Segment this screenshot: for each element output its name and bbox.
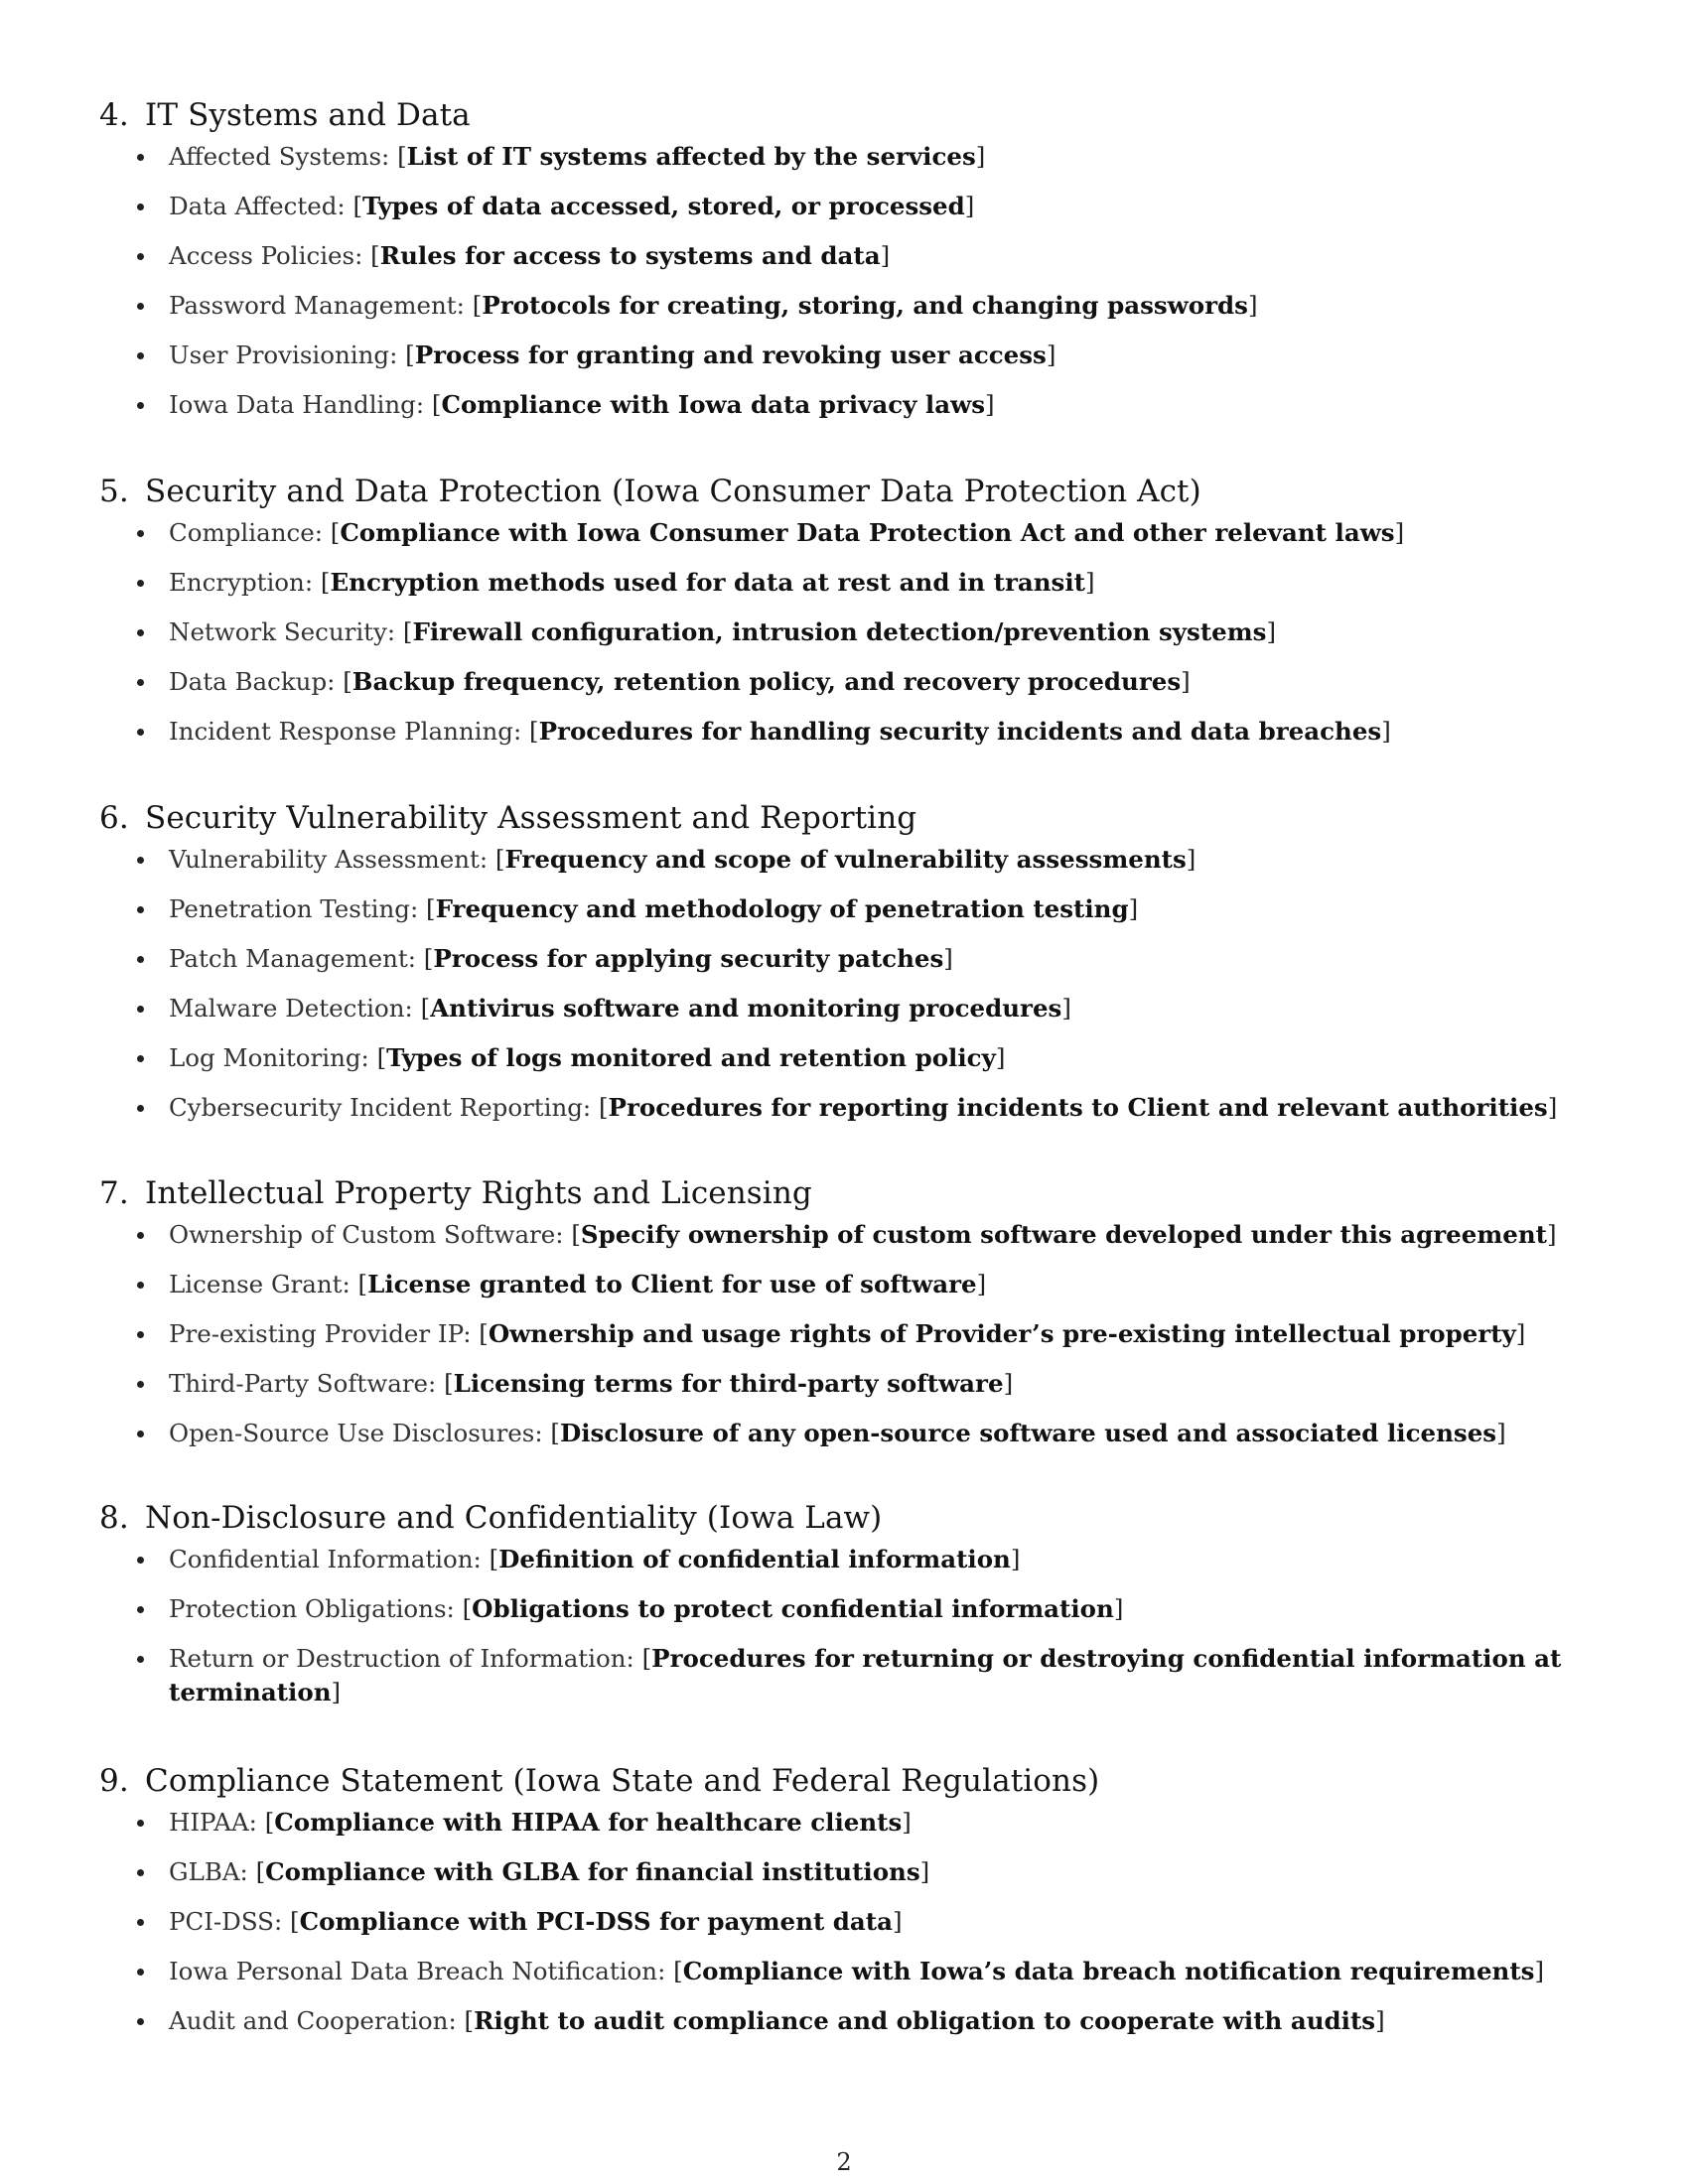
item-value: Obligations to protect confidential information <box>472 1594 1114 1623</box>
bullet-icon <box>137 530 144 537</box>
list-item: Open-Source Use Disclosures: [Disclosure of any open-source software used and associated licenses] <box>99 1417 1609 1450</box>
item-list <box>99 1543 1609 1709</box>
bullet-icon <box>137 1055 144 1062</box>
item-value: Compliance with Iowa’s data breach notification requirements <box>682 1957 1535 1985</box>
bullet-icon <box>137 2018 144 2025</box>
bullet-icon <box>137 1606 144 1613</box>
section-heading <box>99 1761 1609 1801</box>
section-number: 5. <box>99 474 129 509</box>
item-value: Process for applying security patches <box>433 944 944 973</box>
list-item: Vulnerability Assessment: [Frequency and scope of vulnerability assessments] <box>99 843 1609 877</box>
item-label: Data Backup: <box>169 667 336 696</box>
list-item: User Provisioning: [Process for granting and revoking user access] <box>99 339 1609 372</box>
section-title: Non-Disclosure and Confidentiality (Iowa Law) <box>145 1500 883 1536</box>
item-value: License granted to Client for use of software <box>367 1270 977 1298</box>
item-label: Log Monitoring: <box>169 1043 369 1072</box>
section-it-systems-and-data <box>99 95 1609 438</box>
bullet-icon <box>137 1232 144 1239</box>
list-item: Password Management: [Protocols for creating, storing, and changing passwords] <box>99 289 1609 323</box>
item-label: Cybersecurity Incident Reporting: <box>169 1093 592 1122</box>
list-item: Malware Detection: [Antivirus software and monitoring procedures] <box>99 992 1609 1025</box>
item-value: Compliance with HIPAA for healthcare clients <box>274 1808 903 1837</box>
item-label: HIPAA: <box>169 1808 257 1837</box>
item-label: Affected Systems: <box>169 142 390 171</box>
item-label: Vulnerability Assessment: <box>169 845 489 874</box>
item-label: Iowa Personal Data Breach Notification: <box>169 1957 666 1985</box>
bullet-icon <box>137 1969 144 1976</box>
section-title: Security and Data Protection (Iowa Consumer Data Protection Act) <box>145 474 1201 509</box>
list-item: Encryption: [Encryption methods used for data at rest and in transit] <box>99 566 1609 600</box>
list-item: Iowa Data Handling: [Compliance with Iowa data privacy laws] <box>99 388 1609 422</box>
item-label: Return or Destruction of Information: <box>169 1644 634 1673</box>
list-item: Audit and Cooperation: [Right to audit compliance and obligation to cooperate with audits] <box>99 2004 1609 2038</box>
bullet-icon <box>137 1006 144 1013</box>
list-item: Confidential Information: [Definition of confidential information] <box>99 1543 1609 1576</box>
bullet-icon <box>137 1869 144 1876</box>
item-list <box>99 843 1609 1125</box>
list-item: Cybersecurity Incident Reporting: [Procedures for reporting incidents to Client and relevant authorities] <box>99 1091 1609 1125</box>
item-list <box>99 140 1609 422</box>
page-number: 2 <box>836 2148 852 2176</box>
section-heading <box>99 798 1609 838</box>
item-value: Process for granting and revoking user access <box>414 341 1047 369</box>
bullet-icon <box>137 906 144 913</box>
item-value: List of IT systems affected by the services <box>406 142 976 171</box>
section-non-disclosure <box>99 1498 1609 1725</box>
item-label: Access Policies: <box>169 241 363 270</box>
section-heading <box>99 472 1609 511</box>
list-item: Compliance: [Compliance with Iowa Consumer Data Protection Act and other relevant laws] <box>99 516 1609 550</box>
list-item: Third-Party Software: [Licensing terms for third-party software] <box>99 1367 1609 1401</box>
bullet-icon <box>137 857 144 864</box>
item-label: Penetration Testing: <box>169 894 419 923</box>
item-label: User Provisioning: <box>169 341 398 369</box>
item-value: Ownership and usage rights of Provider’s pre-existing intellectual property <box>488 1319 1516 1348</box>
item-value: Compliance with Iowa Consumer Data Protection Act and other relevant laws <box>340 518 1395 547</box>
list-item: Patch Management: [Process for applying security patches] <box>99 942 1609 976</box>
bullet-icon <box>137 1105 144 1112</box>
item-label: Protection Obligations: <box>169 1594 455 1623</box>
bullet-icon <box>137 580 144 587</box>
item-value: Backup frequency, retention policy, and recovery procedures <box>352 667 1182 696</box>
bullet-icon <box>137 1431 144 1437</box>
list-item: Protection Obligations: [Obligations to protect confidential information] <box>99 1592 1609 1626</box>
item-value: Compliance with GLBA for financial institutions <box>265 1857 920 1886</box>
section-intellectual-property <box>99 1173 1609 1466</box>
list-item: Data Backup: [Backup frequency, retention policy, and recovery procedures] <box>99 665 1609 699</box>
list-item: HIPAA: [Compliance with HIPAA for healthcare clients] <box>99 1806 1609 1840</box>
bullet-icon <box>137 1656 144 1663</box>
section-title: IT Systems and Data <box>145 97 471 133</box>
bullet-icon <box>137 679 144 686</box>
section-title: Compliance Statement (Iowa State and Federal Regulations) <box>145 1763 1100 1799</box>
section-number: 4. <box>99 97 129 133</box>
bullet-icon <box>137 956 144 963</box>
item-label: Compliance: <box>169 518 323 547</box>
item-value: Procedures for handling security incidents and data breaches <box>538 717 1382 746</box>
item-label: Pre-existing Provider IP: <box>169 1319 472 1348</box>
item-list <box>99 1218 1609 1450</box>
item-label: Encryption: <box>169 568 314 597</box>
item-label: Open-Source Use Disclosures: <box>169 1419 543 1447</box>
item-label: Iowa Data Handling: <box>169 390 425 419</box>
section-heading <box>99 1498 1609 1538</box>
item-value: Protocols for creating, storing, and changing passwords <box>482 291 1248 320</box>
bullet-icon <box>137 303 144 310</box>
bullet-icon <box>137 1557 144 1564</box>
section-number: 8. <box>99 1500 129 1536</box>
bullet-icon <box>137 629 144 636</box>
item-value: Rules for access to systems and data <box>379 241 881 270</box>
item-label: Malware Detection: <box>169 994 413 1023</box>
list-item: Log Monitoring: [Types of logs monitored and retention policy] <box>99 1041 1609 1075</box>
section-number: 6. <box>99 800 129 836</box>
item-value: Firewall configuration, intrusion detection/prevention systems <box>412 617 1267 646</box>
bullet-icon <box>137 352 144 359</box>
item-label: Ownership of Custom Software: <box>169 1220 564 1249</box>
list-item: License Grant: [License granted to Client for use of software] <box>99 1268 1609 1301</box>
bullet-icon <box>137 154 144 161</box>
item-value: Types of data accessed, stored, or processed <box>362 192 965 220</box>
item-value: Antivirus software and monitoring procedures <box>430 994 1062 1023</box>
item-label: Confidential Information: <box>169 1545 482 1573</box>
section-heading <box>99 95 1609 135</box>
item-label: Data Affected: <box>169 192 346 220</box>
item-value: Encryption methods used for data at rest and in transit <box>330 568 1085 597</box>
list-item: Data Affected: [Types of data accessed, stored, or processed] <box>99 190 1609 223</box>
section-title: Intellectual Property Rights and Licensing <box>145 1175 812 1211</box>
item-value: Right to audit compliance and obligation to cooperate with audits <box>474 2006 1376 2035</box>
list-item: Penetration Testing: [Frequency and methodology of penetration testing] <box>99 892 1609 926</box>
item-label: PCI-DSS: <box>169 1907 283 1936</box>
item-label: License Grant: <box>169 1270 351 1298</box>
bullet-icon <box>137 402 144 409</box>
list-item: Affected Systems: [List of IT systems affected by the services] <box>99 140 1609 174</box>
item-label: Incident Response Planning: <box>169 717 522 746</box>
item-value: Specify ownership of custom software developed under this agreement <box>580 1220 1547 1249</box>
item-list <box>99 1806 1609 2038</box>
list-item: Access Policies: [Rules for access to systems and data] <box>99 239 1609 273</box>
item-label: Network Security: <box>169 617 396 646</box>
item-value: Frequency and scope of vulnerability assessments <box>504 845 1187 874</box>
bullet-icon <box>137 1820 144 1827</box>
list-item: PCI-DSS: [Compliance with PCI-DSS for payment data] <box>99 1905 1609 1939</box>
item-value: Disclosure of any open-source software used and associated licenses <box>559 1419 1497 1447</box>
item-label: GLBA: <box>169 1857 248 1886</box>
list-item: Return or Destruction of Information: [Procedures for returning or destroying confidential information at termination] <box>99 1642 1609 1709</box>
section-number: 7. <box>99 1175 129 1211</box>
item-list <box>99 516 1609 749</box>
list-item: Network Security: [Firewall configuration, intrusion detection/prevention systems] <box>99 615 1609 649</box>
item-label: Third-Party Software: <box>169 1369 437 1398</box>
list-item: Pre-existing Provider IP: [Ownership and usage rights of Provider’s pre-existing intellectual property] <box>99 1317 1609 1351</box>
section-security-vulnerability-assessment <box>99 798 1609 1141</box>
section-heading <box>99 1173 1609 1213</box>
list-item: Iowa Personal Data Breach Notification: [Compliance with Iowa’s data breach notification requirements] <box>99 1955 1609 1988</box>
item-value: Procedures for reporting incidents to Client and relevant authorities <box>608 1093 1548 1122</box>
item-label: Patch Management: <box>169 944 416 973</box>
section-compliance-statement <box>99 1761 1609 2054</box>
bullet-icon <box>137 253 144 260</box>
section-title: Security Vulnerability Assessment and Reporting <box>145 800 917 836</box>
bullet-icon <box>137 729 144 736</box>
list-item: Ownership of Custom Software: [Specify ownership of custom software developed under this agreement] <box>99 1218 1609 1252</box>
item-value: Compliance with Iowa data privacy laws <box>441 390 985 419</box>
list-item: GLBA: [Compliance with GLBA for financial institutions] <box>99 1855 1609 1889</box>
item-value: Licensing terms for third-party software <box>453 1369 1004 1398</box>
item-value: Definition of confidential information <box>498 1545 1011 1573</box>
item-value: Compliance with PCI-DSS for payment data <box>299 1907 893 1936</box>
section-security-and-data-protection <box>99 472 1609 764</box>
item-value: Frequency and methodology of penetration testing <box>435 894 1129 923</box>
bullet-icon <box>137 1381 144 1388</box>
bullet-icon <box>137 1331 144 1338</box>
item-value: Procedures for returning or destroying confidential information at termination <box>169 1644 1562 1706</box>
list-item: Incident Response Planning: [Procedures for handling security incidents and data breaches] <box>99 715 1609 749</box>
bullet-icon <box>137 1919 144 1926</box>
item-label: Password Management: <box>169 291 465 320</box>
bullet-icon <box>137 1282 144 1289</box>
bullet-icon <box>137 204 144 210</box>
section-number: 9. <box>99 1763 129 1799</box>
item-label: Audit and Cooperation: <box>169 2006 457 2035</box>
item-value: Types of logs monitored and retention policy <box>386 1043 996 1072</box>
